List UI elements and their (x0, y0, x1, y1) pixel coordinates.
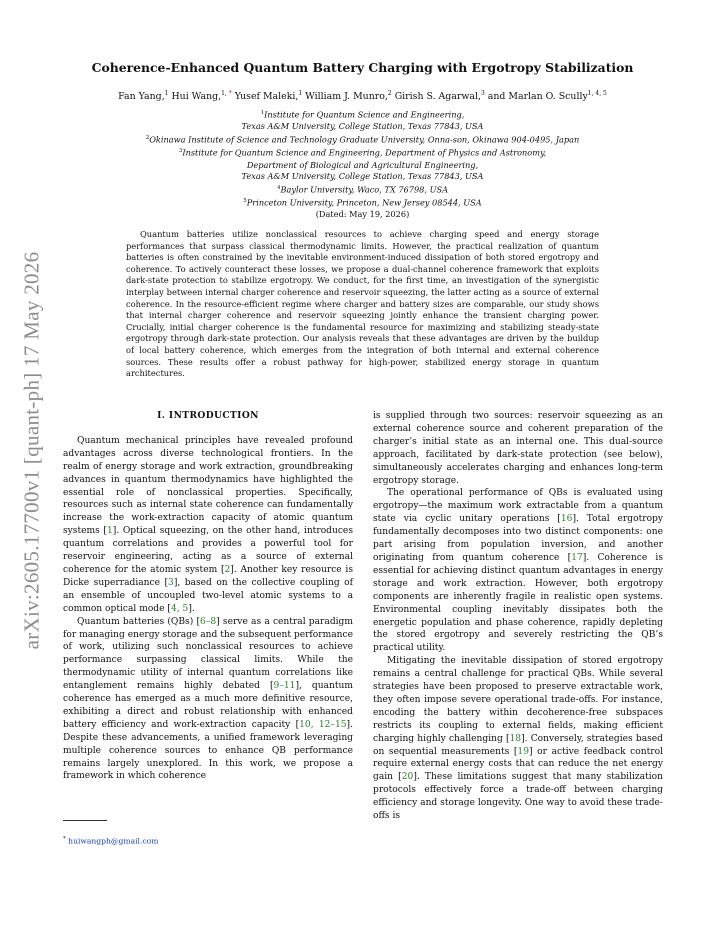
arxiv-identifier (12, 240, 52, 660)
section-heading: I. INTRODUCTION (157, 410, 259, 421)
affiliation-line: Department of Biological and Agricultural Engineering, (246, 159, 479, 170)
author-name: Yusef Maleki, (234, 91, 299, 103)
left-column (63, 410, 353, 783)
body-paragraph: Quantum batteries (QBs) [6–8] serve as a central paradigm for managing energy storage and the subsequent performance of work, utilizing such nonclassical resources to achieve performance surpassing classical limits. While the thermodynamic utility of internal quantum correlations like entanglement remains highly debated [9–11], quantum coherence has emerged as a much more definitive resource, exhibiting a direct and robust relationship with enhanced battery efficiency and work-extraction capacity [10, 12–15]. Despite these advancements, a unified framework leveraging multiple coherence sources to enhance QB performance remains largely unexplored. In this work, we propose a framework in which coherence (63, 616, 354, 782)
footnote-rule (63, 820, 107, 821)
affiliation-line: Texas A&M University, College Station, Texas 77843, USA (241, 171, 484, 182)
author-list (70, 90, 655, 102)
author-name: William J. Munro, (305, 91, 388, 103)
citation-link[interactable]: 4, 5 (170, 603, 189, 614)
body-paragraph: is supplied through two sources: reservoir squeezing as an external coherence source and coherent preparation of the charger’s initial state as an internal one. This dual-source approach, facilitated by dark-state protection (see below), simultaneously accelerates charging and enhances long-term ergotropy storage. (373, 411, 663, 486)
body-paragraph: Mitigating the inevitable dissipation of stored ergotropy remains a central challenge for practical QBs. While several strategies have been proposed to preserve extractable work, they often impose severe operational trade-offs. For instance, encoding the battery within decoherence-free subspaces restricts its coupling to external fields, making efficient charging highly challenging [18]. Conversely, strategies based on sequential measurements [19] or active feedback control require external energy costs that can reduce the net energy gain [20]. These limitations suggest that many stabilization protocols effectively force a trade-off between charging efficiency and storage longevity. One way to avoid these trade-offs is (373, 656, 663, 822)
author-email-link[interactable]: huiwangph@gmail.com (68, 836, 159, 846)
citation-link[interactable]: 20 (401, 772, 414, 783)
arxiv-id-text: arXiv:2605.17700v1 [quant-ph] 17 May 2026 (19, 251, 44, 649)
affiliation-line: $^1$Institute for Quantum Science and Engineering, (260, 109, 465, 120)
citation-link[interactable]: 3 (168, 577, 174, 588)
author-name: Girish S. Agarwal, (394, 91, 481, 103)
citation-link[interactable]: 1 (106, 526, 113, 537)
citation-link[interactable]: 10, 12–15 (299, 719, 347, 730)
affiliation-line: $^3$Institute for Quantum Science and Engineering, Department of Physics and Astronomy, (178, 147, 547, 158)
author-affiliation-mark: 1 (298, 90, 303, 97)
author-affiliation-mark: 3 (480, 90, 485, 97)
citation-link[interactable]: 9–11 (273, 681, 296, 692)
author-name: Hui Wang, (171, 91, 222, 103)
paper-date: (Dated: May 19, 2026) (315, 209, 410, 220)
author-affiliation-mark: 1 (164, 90, 169, 97)
body-paragraph: The operational performance of QBs is evaluated using ergotropy—the maximum work extractable from a quantum state via cyclic unitary operations [16]. Total ergotropy fundamentally decomposes into two distinct components: one part arising from population inversion, and another originating from quantum coherence [17]. Coherence is essential for achieving distinct quantum advantages in energy storage and work extraction. However, both ergotropy components are inherently fragile in realistic open systems. Environmental coupling inevitably dissipates both the energetic population and phase coherence, rapidly depleting the stored ergotropy and severely restricting the QB’s practical utility. (373, 488, 664, 654)
affiliation-line: $^2$Okinawa Institute of Science and Technology Graduate University, Onna-son, Okinawa 904-0495, Japan (145, 134, 580, 145)
citation-link[interactable]: 19 (517, 746, 529, 757)
citation-link[interactable]: 17 (571, 552, 583, 563)
footnote (63, 836, 158, 846)
body-paragraph: Quantum mechanical principles have revealed profound advantages across diverse technological frontiers. In the realm of energy storage and work extraction, groundbreaking advances in quantum thermodynamics have highlighted the essential role of nonclassical properties. Specifically, resources such as internal state coherence can fundamentally increase the work-extraction capacity of atomic quantum systems [1]. Optical squeezing, on the other hand, introduces quantum correlations and provides a powerful tool for reservoir engineering, acting as a source of external coherence for the atomic system [2]. Another key resource is Dicke superradiance [3], based on the collective coupling of an ensemble of uncoupled two-level atomic systems to a common optical mode [4, 5]. (63, 435, 353, 614)
author-affiliation-mark: 2 (387, 90, 392, 97)
affiliation-list (70, 108, 655, 221)
citation-link[interactable]: 6–8 (200, 616, 217, 627)
affiliation-line: $^4$Baylor University, Waco, TX 76798, USA (277, 184, 448, 195)
author-name: Fan Yang, (118, 91, 165, 103)
footnote-mark: * (63, 836, 66, 842)
citation-link[interactable]: 2 (224, 564, 231, 575)
citation-link[interactable]: 16 (560, 514, 573, 525)
paper-title: Coherence-Enhanced Quantum Battery Charging with Ergotropy Stabilization (91, 60, 634, 75)
abstract: Quantum batteries utilize nonclassical resources to achieve charging speed and energy storage performances that surpass classical thermodynamic limits. However, the practical realization of quantum batteries is often constrained by the inevitable environment-induced dissipation of both stored ergotropy and coherence. To actively counteract these losses, we propose a dual-channel coherence framework that exploits dark-state protection to stabilize ergotropy. We conduct, for the first time, an investigation of the synergistic interplay between internal charger coherence and reservoir squeezing, the latter acting as a source of external coherence. In the resource-efficient regime where charger and battery sizes are comparable, our study shows that internal charger coherence and reservoir squeezing jointly enhance the transient charging power. Crucially, initial charger coherence is the fundamental resource for maximizing and stabilizing steady-state ergotropy through dark-state protection. Our analysis reveals that these advantages are driven by the buildup of local battery coherence, which emerges from the integration of both internal and external coherence sources. These results offer a robust pathway for high-power, stabilized energy storage in quantum architectures. (126, 229, 599, 379)
right-column (373, 410, 663, 823)
citation-link[interactable]: 18 (509, 733, 522, 744)
author-name: and Marlan O. Scully (487, 91, 588, 103)
author-affiliation-mark: 1, 4, 5 (587, 90, 607, 97)
author-affiliation-mark: 1, * (221, 90, 232, 97)
affiliation-line: Texas A&M University, College Station, Texas 77843, USA (241, 121, 484, 132)
affiliation-line: $^5$Princeton University, Princeton, New Jersey 08544, USA (243, 197, 482, 208)
